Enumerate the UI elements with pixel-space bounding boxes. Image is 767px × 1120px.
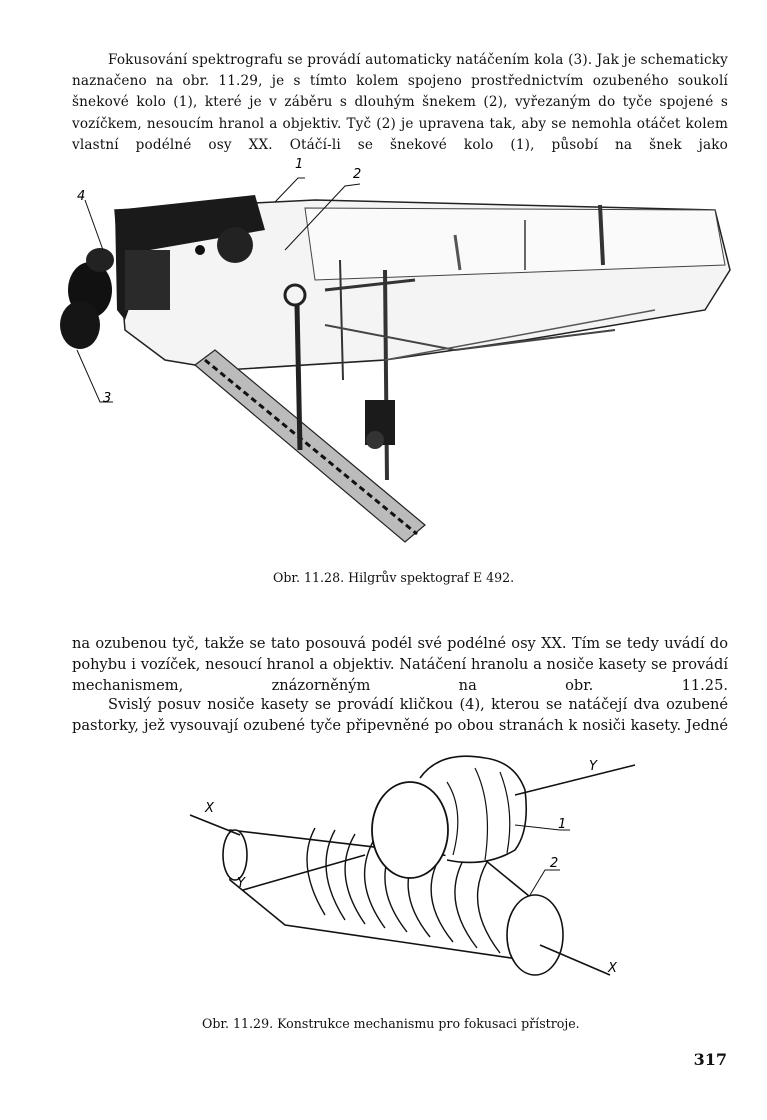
paragraph-top: Fokusování spektrografu se provádí automaticky natáčením kola (3). Jak je schematicky naznačeno na obr. 11.29, je s tímto kolem spojeno prostřednictvím ozubeného soukolí šnekové kolo (1), které je v záběru s dlouhým šnekem (2), vyřezaným do tyče spojené s vozíčkem, nesoucím hranol a objektiv. Tyč (2) je upravena tak, aby se nemohla otáčet kolem vlastní podélné osy XX. Otáčí-li se šnekové kolo (1), působí na šnek jako xyxy=(72,51,728,154)
worm-gear-diagram xyxy=(185,750,645,990)
figure2-label-1: 1 xyxy=(558,817,567,832)
figure1-label-4: 4 xyxy=(77,189,86,204)
figure1-caption: Obr. 11.28. Hilgrův spektograf E 492. xyxy=(273,570,515,585)
spectrograph-photo xyxy=(55,150,735,560)
figure2-caption: Obr. 11.29. Konstrukce mechanismu pro fokusaci přístroje. xyxy=(202,1016,580,1031)
figure2-label-2: 2 xyxy=(550,856,559,871)
figure2-label-y-top: Y xyxy=(589,759,597,774)
figure1-label-3: 3 xyxy=(103,391,112,406)
figure1-label-2: 2 xyxy=(353,167,362,182)
figure2-label-x-left: X xyxy=(205,801,214,816)
figure1-label-1: 1 xyxy=(295,157,304,172)
paragraph-middle-1: na ozubenou tyč, takže se tato posouvá podél své podélné osy XX. Tím se tedy uvádí do pohybu i vozíček, nesoucí hranol a objektiv. Natáčení hranolu a nosiče kasety se provádí mechanismem, znázorněným na obr. 11.25. xyxy=(72,634,728,695)
paragraph-middle-2: Svislý posuv nosiče kasety se provádí kličkou (4), kterou se natáčejí dva ozubené pastorky, jež vysouvají ozubené tyče připevněné po obou stranách k nosiči kasety. Jedné xyxy=(72,695,728,734)
figure2-label-x-right: X xyxy=(608,961,617,976)
page-number: 317 xyxy=(693,1050,727,1069)
figure2-label-y-left: Y xyxy=(237,876,245,891)
